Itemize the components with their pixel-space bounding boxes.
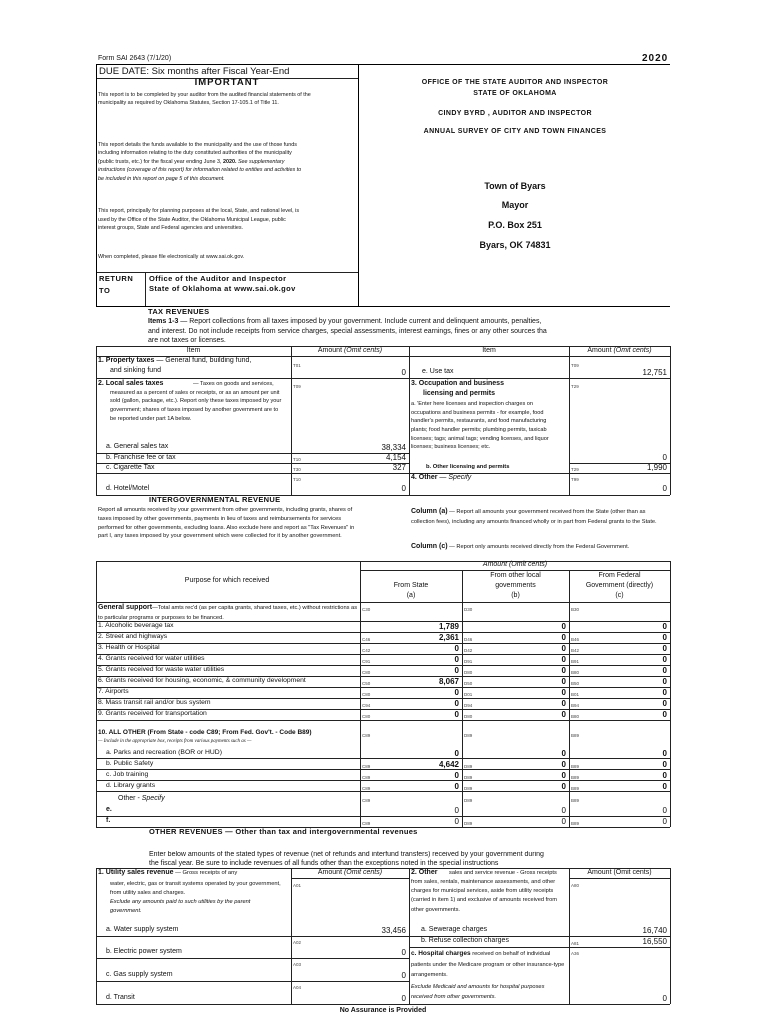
note-audit: This report is to be completed by your auditor from the audited financial statements of the municipality as required by Oklahoma Statutes, Section 17-105.1 of Title 11. (98, 92, 311, 107)
return-label: RETURN (99, 274, 134, 283)
property-taxes-code: T01 (293, 363, 301, 368)
transit-label: d. Transit (106, 994, 135, 1001)
po-box: P.O. Box 251 (488, 220, 542, 230)
general-support-desc: —Total amts rec'd (as per capita grants, shared taxes, etc.) without restrictions as to particular programs or purposes to be financed. (98, 605, 358, 621)
intergov-row-code-a: C46 (362, 637, 371, 642)
other-specify-label (118, 795, 165, 803)
hospital-desc-text: received on behalf of individual patients under the Medicare program or other insurance-type arrangements. (411, 951, 565, 978)
tax-col-amount-label: Amount (317, 347, 343, 354)
note-funds-a: This report details the funds available to the municipality and the use of those funds including information relating to the duty constituted authorities of the municipality (public trusts, etc.) for the fiscal year ending June 3, (98, 142, 297, 165)
intergov-row-label: 5. Grants received for waste water utilities (98, 666, 225, 673)
intergov-row-value-a[interactable]: 2,361 (438, 633, 459, 642)
row-f-value-a[interactable]: 0 (454, 817, 459, 826)
survey-title: ANNUAL SURVEY OF CITY AND TOWN FINANCES (423, 128, 607, 135)
other2-amount-label: Amount (587, 869, 612, 876)
col-b-head-letter: (b) (511, 592, 520, 599)
col-a-head: From State (393, 582, 429, 589)
franchise-code: T10 (293, 457, 301, 462)
hospital-value[interactable]: 0 (662, 994, 667, 1003)
intergov-row-value-c[interactable]: 0 (662, 666, 667, 675)
col-c-label: Column (c) (411, 543, 448, 550)
general-support (98, 603, 360, 622)
transit-value[interactable]: 0 (401, 994, 406, 1003)
tax-col-amount-right (569, 347, 670, 355)
other2-amount-head (569, 869, 670, 877)
intergov-row-label: 9. Grants received for transportation (98, 710, 207, 717)
sewerage-label: a. Sewerage charges (421, 926, 488, 933)
property-taxes-desc-2: and sinking fund (110, 367, 161, 374)
hospital-code: A36 (571, 951, 580, 956)
other-tax-value[interactable]: 0 (662, 484, 667, 493)
all-other-code-c: B89 (571, 733, 580, 738)
other-specify-prefix: Other - (118, 795, 140, 802)
intergov-subrow-code-a: C89 (362, 775, 371, 780)
refuse-value[interactable]: 16,550 (642, 937, 667, 946)
row-f-code-b: D89 (464, 821, 473, 826)
intergov-row-value-a[interactable]: 0 (454, 655, 459, 664)
other2-code: A80 (571, 883, 580, 888)
intergov-row-value-b[interactable]: 0 (561, 655, 566, 664)
gas-code: A03 (293, 962, 302, 967)
row-f-code-c: B89 (571, 821, 580, 826)
note-purpose: This report, principally for planning purposes at the local, State, and national level, is used by the Office of the State Auditor, the Oklahoma Municipal League, public interest groups, State and Federal agencies and universities. (98, 208, 300, 232)
water-label: a. Water supply system (106, 926, 179, 933)
tax-intro-1-text: — Report collections from all taxes imposed by your government. Include current and delinquent amounts, penalties, (178, 318, 542, 325)
other-specify-word: Specify (141, 795, 165, 802)
electric-value[interactable]: 0 (401, 948, 406, 957)
intergov-row-code-c: B01 (571, 692, 580, 697)
utility-note: Exclude any amounts paid to such utilities by the parent government. (110, 899, 251, 914)
intergov-row-value-b[interactable]: 0 (561, 633, 566, 642)
office-title: OFFICE OF THE STATE AUDITOR AND INSPECTOR (421, 79, 609, 86)
general-sales-value[interactable]: 38,334 (381, 443, 406, 452)
intergov-subrow-value-b[interactable]: 0 (561, 749, 566, 758)
occupation-desc: a. 'Enter here licenses and inspection charges on occupations and business permits - for example, food handler's permits, restaurants, and food manufacturing plants; food handler permits; plumbing permits, taxicab licenses; tags; animal tags; vending licenses, and liquor licenses; business licenses; etc. (411, 401, 549, 451)
intergov-subrow-label: d. Library grants (106, 782, 156, 789)
other-rev-intro-1: Enter below amounts of the stated types of revenue (net of refunds and interfund transfers) received by your government during (149, 851, 544, 858)
electric-code: A02 (293, 940, 302, 945)
intergov-row-value-a[interactable]: 0 (454, 644, 459, 653)
intergov-row-label: 2. Street and highways (98, 633, 168, 640)
cigarette-label: c. Cigarette Tax (106, 464, 155, 471)
note-file: When completed, please file electronically at www.sai.ok.gov. (98, 254, 245, 260)
purpose-header: Purpose for which received (184, 577, 270, 584)
intergov-subrow-label: c. Job training (106, 771, 149, 778)
intergov-subrow-code-b: D89 (464, 764, 473, 769)
other-specify-code-b: D89 (464, 798, 473, 803)
intergov-row-code-a: C94 (362, 703, 371, 708)
intergov-row-value-a[interactable]: 0 (454, 710, 459, 719)
note-funds-year: 2020. (222, 158, 237, 165)
other-tax-specify: Specify (448, 474, 472, 481)
hotel-value[interactable]: 0 (401, 484, 406, 493)
return-address-1: Office of the Auditor and Inspector (149, 274, 287, 283)
intergov-row-value-c[interactable]: 0 (662, 633, 667, 642)
intergov-row-value-b[interactable]: 0 (561, 644, 566, 653)
property-taxes-label (98, 357, 251, 365)
row-line (96, 758, 670, 759)
intergov-row-value-b[interactable]: 0 (561, 677, 566, 686)
intergov-subrow-code-c: B89 (571, 775, 580, 780)
other2-desc: sales and service revenue - Gross receipts from sales, rentals, maintenance assessments, and other charges for municipal services, aside from utility receipts (carried in item 1) and exclusive of amounts received from other governments. (411, 870, 558, 913)
row-line (96, 720, 670, 721)
col-a-label: Column (a) (411, 508, 448, 515)
general-support-label: General support (98, 604, 153, 611)
intergov-row-code-c: B80 (571, 714, 580, 719)
intergov-subrow-code-c: B89 (571, 786, 580, 791)
use-tax-value[interactable]: 12,751 (642, 368, 667, 377)
other-revenues-title: OTHER REVENUES — Other than tax and intergovernmental revenues (149, 827, 418, 836)
intergov-row-label: 3. Health or Hospital (98, 644, 160, 651)
refuse-label: b. Refuse collection charges (421, 937, 509, 944)
property-taxes-title: 1. Property taxes (98, 357, 155, 364)
tax-col-omit: (Omit cents) (343, 347, 383, 354)
intergov-row-code-c: B46 (571, 637, 580, 642)
utility-amount-head (291, 869, 409, 877)
row-line (96, 791, 670, 792)
intergov-row-label: 8. Mass transit rail and/or bus system (98, 699, 211, 706)
sewerage-value[interactable]: 16,740 (642, 926, 667, 935)
row-line (96, 769, 670, 770)
intergov-row-label: 6. Grants received for housing, economic, & community development (98, 677, 306, 684)
occupation-label-2: licensing and permits (423, 390, 495, 397)
row-e-label: e. (106, 806, 112, 813)
all-other-title: 10. ALL OTHER (From State - code C89; From Fed. Gov't. - Code B89) (98, 729, 312, 736)
row-f-value-c[interactable]: 0 (662, 817, 667, 826)
intergov-row-value-a[interactable]: 0 (454, 688, 459, 697)
other-licensing-value[interactable]: 1,990 (646, 463, 667, 472)
gas-value[interactable]: 0 (401, 971, 406, 980)
row-f-code-a: C89 (362, 821, 371, 826)
intergov-row-code-b: D80 (464, 714, 473, 719)
due-date: DUE DATE: Six months after Fiscal Year-End (99, 66, 290, 77)
intergov-subrow-code-b: D89 (464, 786, 473, 791)
tax-intro-1 (148, 318, 541, 326)
electric-label: b. Electric power system (106, 948, 182, 955)
other2-title: 2. Other (411, 869, 438, 876)
occupation-label: 3. Occupation and business (411, 380, 504, 387)
intergov-row-value-b[interactable]: 0 (561, 666, 566, 675)
utility-amount-label: Amount (317, 869, 343, 876)
intergov-subrow-code-c: B89 (571, 764, 580, 769)
utility-title: 1. Utility sales revenue (98, 869, 174, 876)
intergov-row-label: 1. Alcoholic beverage tax (98, 622, 174, 629)
occupation-code: T29 (571, 384, 579, 389)
intergov-subrow-value-b[interactable]: 0 (561, 771, 566, 780)
intergov-subrow-value-a[interactable]: 0 (454, 771, 459, 780)
other-rev-intro-2: the fiscal year. Be sure to include revenues of all funds other than the exceptions noted in the special instructions (149, 860, 499, 867)
intergov-row-value-c[interactable]: 0 (662, 688, 667, 697)
intergov-row-label: 4. Grants received for water utilities (98, 655, 205, 662)
intergov-row-value-c[interactable]: 0 (662, 699, 667, 708)
water-code: A01 (293, 883, 302, 888)
intergov-row-code-b: D94 (464, 703, 473, 708)
intergov-row-code-a: C80 (362, 692, 371, 697)
intergov-row-code-c: B94 (571, 703, 580, 708)
addressee-title: Mayor (501, 200, 529, 210)
property-taxes-desc: — General fund, building fund, (154, 357, 252, 364)
row-e-value-c[interactable]: 0 (662, 806, 667, 815)
general-support-code-c: B30 (571, 607, 580, 612)
intergov-subrow-value-c[interactable]: 0 (662, 760, 667, 769)
tax-col-item-right: Item (482, 347, 496, 354)
all-other-note: — Include in the appropriate box, receipts from various payments such as — (98, 739, 252, 744)
tax-items-label: Items 1-3 (148, 318, 179, 325)
other-tax-code: T99 (571, 477, 579, 482)
franchise-label: b. Franchise fee or tax (106, 454, 176, 461)
intergov-title: INTERGOVERNMENTAL REVENUE (149, 495, 281, 504)
intergov-col-a-note (411, 507, 666, 527)
intergov-row-value-b[interactable]: 0 (561, 710, 566, 719)
intergov-subrow-label: b. Public Safety (106, 760, 154, 767)
intergov-row-value-c[interactable]: 0 (662, 677, 667, 686)
intergov-row-value-b[interactable]: 0 (561, 688, 566, 697)
occupation-value[interactable]: 0 (662, 453, 667, 462)
intergov-col-c-note (411, 542, 666, 553)
intergov-subrow-value-a[interactable]: 4,642 (438, 760, 459, 769)
tax-intro-3: are not taxes or licenses. (148, 337, 226, 344)
intergov-subrow-code-b: D89 (464, 775, 473, 780)
intergov-row-code-c: B80 (571, 670, 580, 675)
intergov-row-code-b: D80 (464, 670, 473, 675)
intergov-row-label: 7. Airports (98, 688, 129, 695)
return-label-to: TO (99, 286, 111, 295)
col-c-head-2: Government (directly) (585, 582, 654, 589)
general-support-code-b: D30 (464, 607, 473, 612)
local-sales-code: T09 (293, 384, 301, 389)
other-licensing-code: T29 (571, 467, 579, 472)
row-e-value-b[interactable]: 0 (561, 806, 566, 815)
intergov-row-value-c[interactable]: 0 (662, 644, 667, 653)
intergov-row-code-b: D01 (464, 692, 473, 697)
col-c-head: From Federal (598, 572, 641, 579)
tax-col-omit-right: (Omit cents) (613, 347, 652, 354)
intergov-row-code-b: D46 (464, 637, 473, 642)
col-b-head-2: governments (495, 582, 536, 589)
note-funds (98, 141, 302, 183)
intergov-row-code-b: D91 (464, 659, 473, 664)
intergov-subrow-value-c[interactable]: 0 (662, 771, 667, 780)
property-taxes-value[interactable]: 0 (401, 368, 406, 377)
row-f-label: f. (106, 817, 111, 824)
office-state: STATE OF OKLAHOMA (473, 90, 557, 97)
hotel-code: T10 (293, 477, 301, 482)
other-licensing-letter: b. Other licensing and permits (426, 464, 510, 470)
all-other-code-a: C89 (362, 733, 371, 738)
use-tax-label: e. Use tax (422, 368, 454, 375)
utility-label (98, 869, 237, 877)
intergov-subrow-value-c[interactable]: 0 (662, 782, 667, 791)
intergov-row-value-c[interactable]: 0 (662, 655, 667, 664)
hospital-note: Exclude Medicaid and amounts for hospital purposes received from other governments. (411, 984, 545, 1001)
col-c-head-letter: (c) (615, 592, 624, 599)
cigarette-code: T30 (293, 467, 301, 472)
general-sales-label: a. General sales tax (106, 443, 169, 450)
hotel-label: d. Hotel/Motel (106, 485, 150, 492)
row-line (96, 780, 670, 781)
note-funds-c: See supplementary instructions (coverage of this report) for information related to entities and activities to be included in this report on page 5 of this document. (98, 158, 302, 182)
col-a-head-letter: (a) (406, 592, 416, 599)
intergov-row-value-a[interactable]: 8,067 (438, 677, 459, 686)
intergov-row-code-c: B91 (571, 659, 580, 664)
intergov-row-value-c[interactable]: 0 (662, 710, 667, 719)
intergov-row-value-a[interactable]: 0 (454, 699, 459, 708)
intergov-row-code-a: C80 (362, 714, 371, 719)
auditor-name: CINDY BYRD , AUDITOR AND INSPECTOR (438, 110, 592, 117)
other-specify-code-a: C89 (362, 798, 371, 803)
col-a-desc: — Report all amounts your government received from the State (other than as collection fees), including any amounts financed wholly or in part from Federal grants to the State. (411, 509, 657, 525)
utility-desc: — Gross receipts of any (173, 870, 238, 876)
intergov-subrow-value-c[interactable]: 0 (662, 749, 667, 758)
form-id: Form SAI 2643 (7/1/20) (98, 55, 172, 62)
intergov-row-code-a: C80 (362, 670, 371, 675)
form-year: 2020 (642, 53, 669, 64)
intergov-row-value-c[interactable]: 0 (662, 622, 667, 631)
use-tax-code: T09 (571, 363, 579, 368)
intergov-note: Report all amounts received by your government from other governments, including grants, shares of taxes imposed by other governments, payments in lieu of taxes and reimbursements for services performed for other governments, excluding loans. Also exclude here and report as "Tax Revenues" in part I, any taxes imposed by your government which were collected for it by another government. (98, 507, 355, 540)
col-b-head: From other local (490, 572, 541, 579)
intergov-row-value-b[interactable]: 0 (561, 699, 566, 708)
water-value[interactable]: 33,456 (381, 926, 406, 935)
intergov-row-code-a: C42 (362, 648, 371, 653)
row-e-value-a[interactable]: 0 (454, 806, 459, 815)
intergov-row-code-b: D42 (464, 648, 473, 653)
amount-header-text: Amount (Omit cents) (482, 561, 548, 568)
franchise-value[interactable]: 4,154 (385, 453, 406, 462)
tax-col-amount-right-label: Amount (587, 347, 612, 354)
intergov-subrow-value-b[interactable]: 0 (561, 760, 566, 769)
all-other-code-b: D89 (464, 733, 473, 738)
assurance-note: No Assurance is Provided (339, 1007, 427, 1014)
other-specify-code-c: B89 (571, 798, 580, 803)
local-sales-label: 2. Local sales taxes (98, 380, 164, 387)
utility-omit: (Omit cents) (343, 869, 383, 876)
hospital-desc (411, 948, 566, 980)
row-f-value-b[interactable]: 0 (561, 817, 566, 826)
intergov-subrow-value-a[interactable]: 0 (454, 749, 459, 758)
cigarette-value[interactable]: 327 (392, 463, 406, 472)
intergov-row-code-c: B50 (571, 681, 580, 686)
transit-code: A04 (293, 985, 302, 990)
other-tax-title: 4. Other (411, 474, 438, 481)
tax-intro-2: and interest. Do not include receipts from service charges, special assessments, interest earnings, fines or any other sources tha (148, 328, 547, 335)
intergov-row-code-a: C91 (362, 659, 371, 664)
hospital-label: c. Hospital charges (411, 950, 471, 957)
gas-label: c. Gas supply system (106, 971, 173, 978)
city-state-zip: Byars, OK 74831 (479, 240, 551, 250)
other-licensing-label (426, 464, 509, 471)
intergov-row-code-b: D50 (464, 681, 473, 686)
important-heading: IMPORTANT (194, 77, 260, 88)
intergov-row-code-c: B42 (571, 648, 580, 653)
refuse-code: A81 (571, 941, 580, 946)
intergov-subrow-value-a[interactable]: 0 (454, 782, 459, 791)
amount-header (360, 561, 670, 569)
intergov-row-value-a[interactable]: 1,789 (438, 622, 459, 631)
local-sales-desc: — Taxes on goods and services, measured as a percent of sales or receipts, or as an amount per unit sold (gallon, package, etc.). Report only these taxes imposed by your government; shares of taxes imposed by another government are to be reported under part 1A below. (110, 381, 282, 422)
tax-col-amount (291, 347, 409, 355)
intergov-subrow-value-b[interactable]: 0 (561, 782, 566, 791)
other2-omit: (Omit cents) (613, 869, 652, 876)
tax-revenues-title: TAX REVENUES (148, 307, 210, 316)
intergov-subrow-code-a: C89 (362, 764, 371, 769)
town-name: Town of Byars (484, 181, 546, 191)
other-tax-label: 4. Other — Specify (411, 474, 472, 481)
return-address-2: State of Oklahoma at www.sai.ok.gov (149, 284, 296, 293)
intergov-row-code-a: C50 (362, 681, 371, 686)
col-c-desc: — Report only amounts received directly from the Federal Government. (447, 544, 630, 550)
intergov-row-value-a[interactable]: 0 (454, 666, 459, 675)
utility-desc-2: water, electric, gas or transit systems operated by your government, from utility sales and charges. (110, 881, 281, 896)
all-other-label (98, 729, 312, 737)
intergov-subrow-label: a. Parks and recreation (BOR or HUD) (106, 749, 222, 756)
intergov-subrow-code-a: C89 (362, 786, 371, 791)
general-support-code-a: C30 (362, 607, 371, 612)
tax-col-item: Item (186, 347, 201, 354)
intergov-row-value-b[interactable]: 0 (561, 622, 566, 631)
